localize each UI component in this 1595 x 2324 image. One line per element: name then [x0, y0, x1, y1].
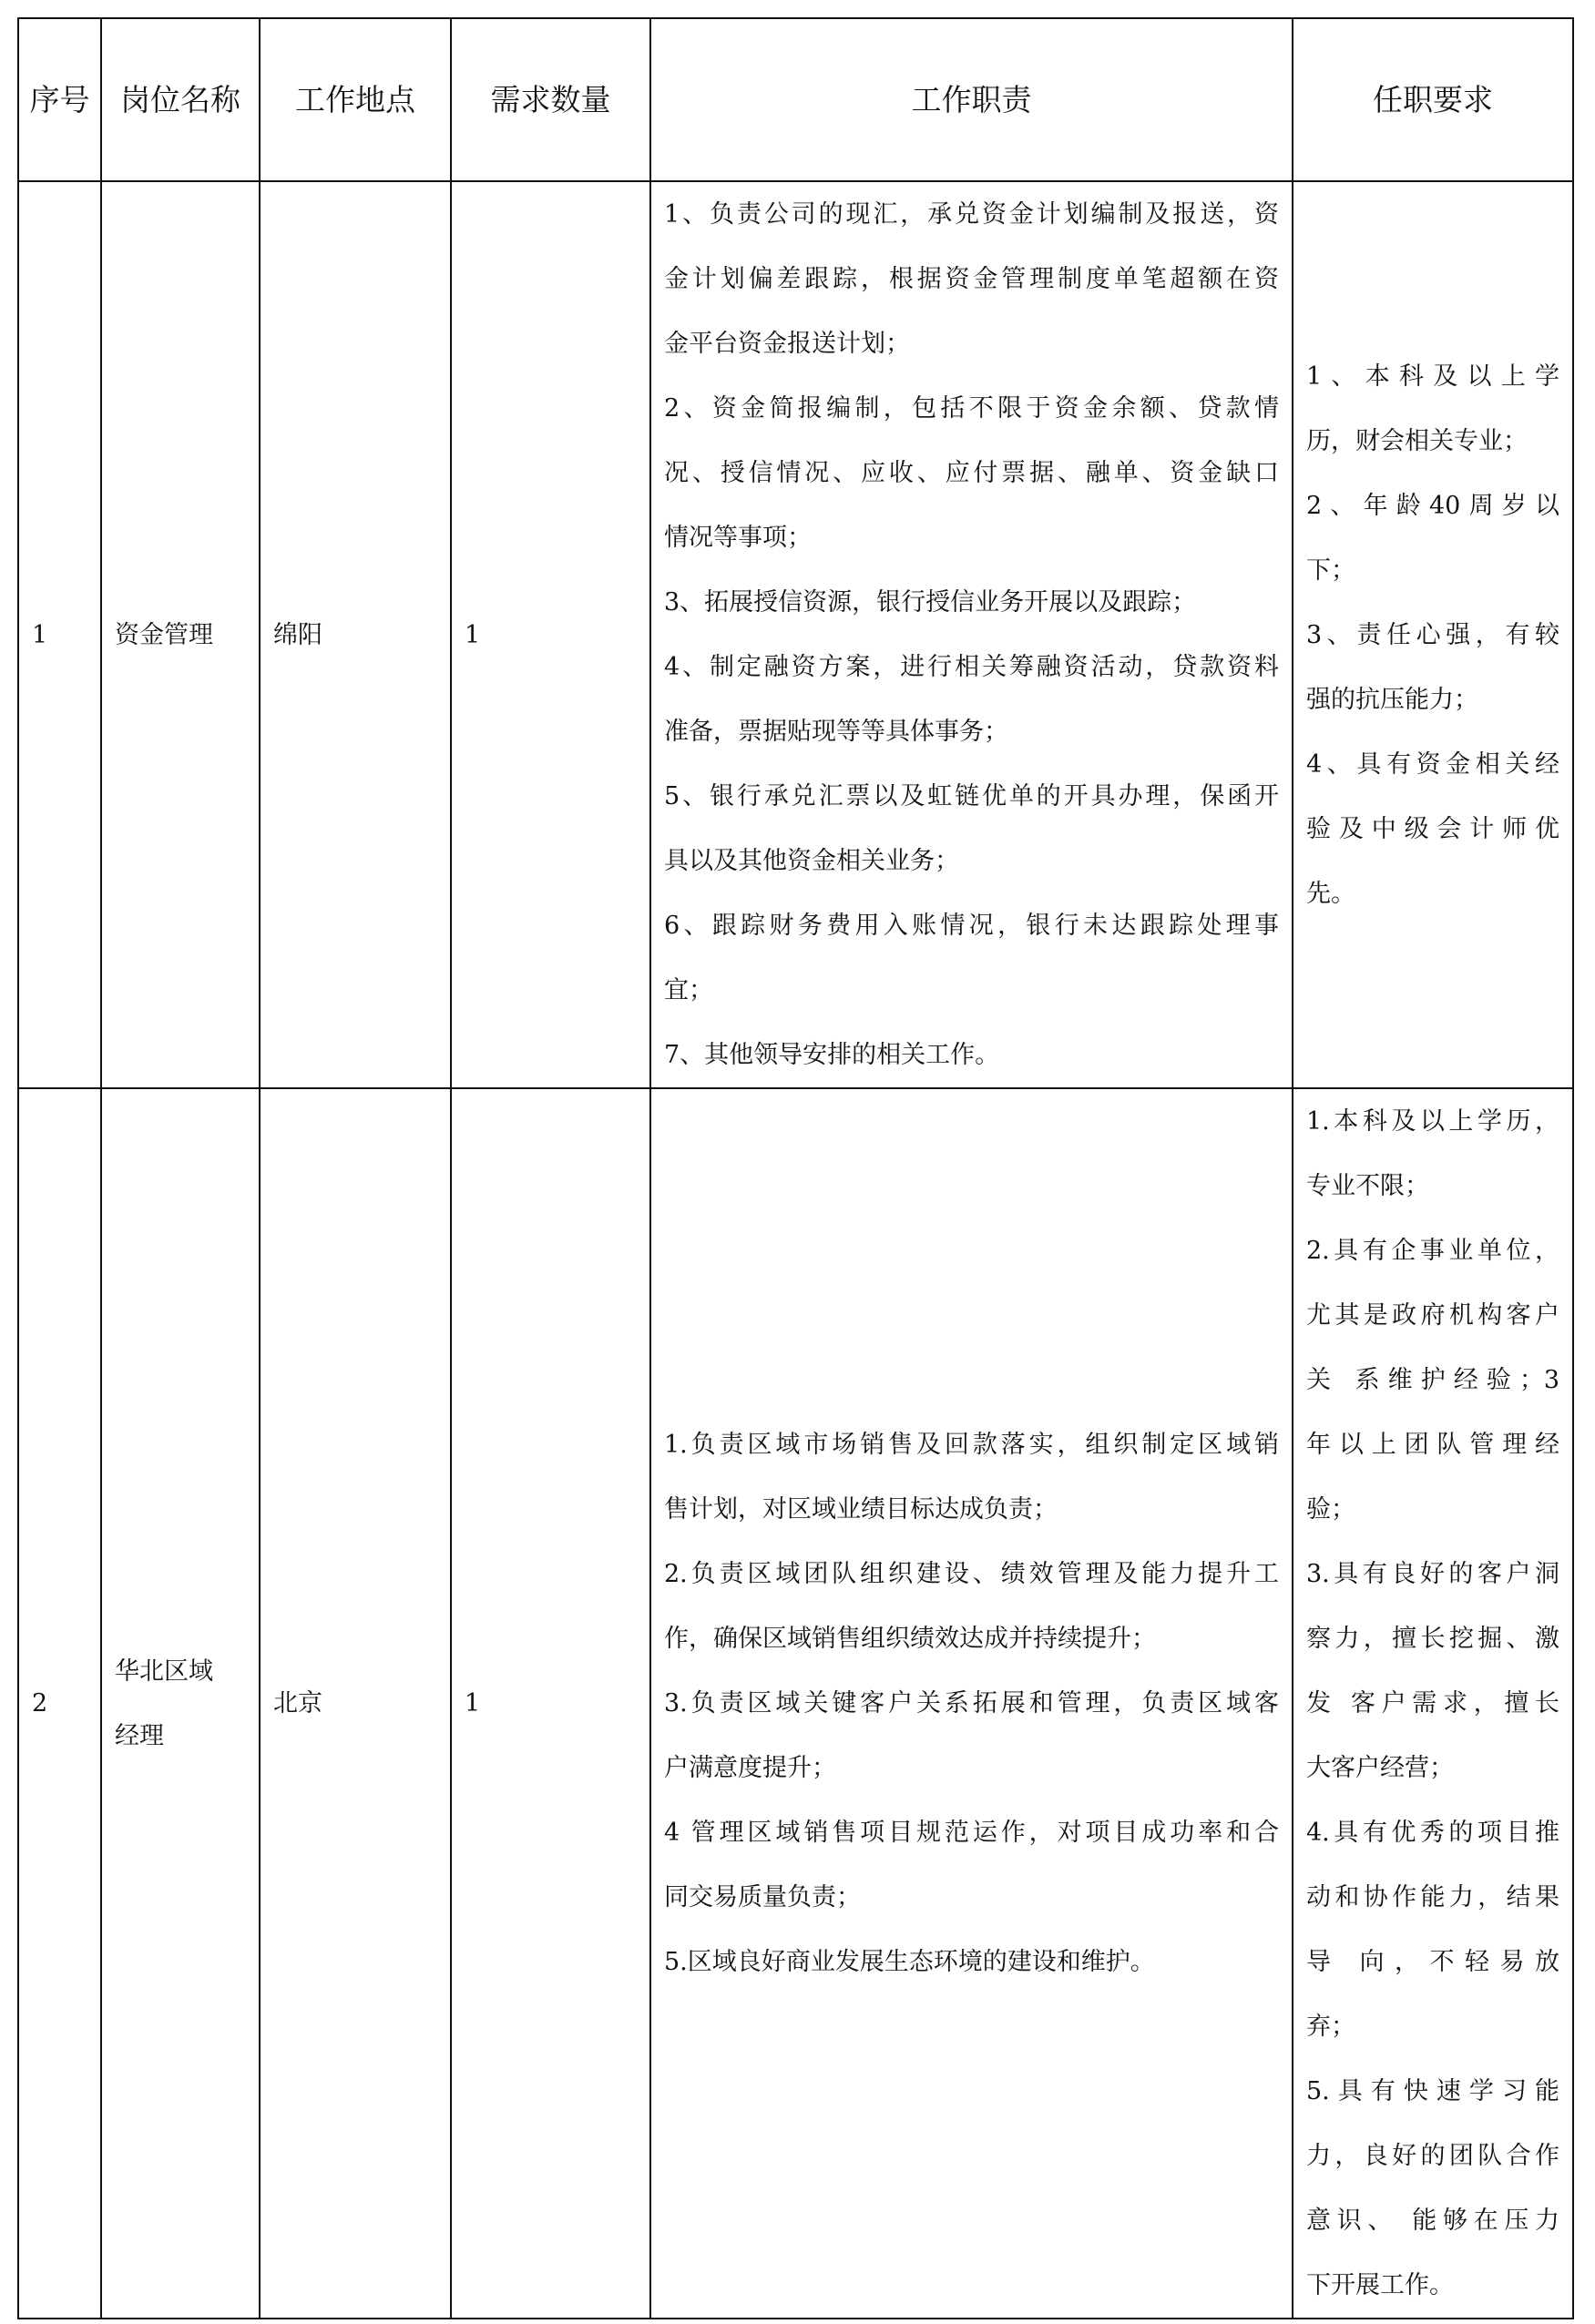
- cell-requirements: [1293, 181, 1573, 1088]
- text-line: 1、负责公司的现汇，承兑资金计划编制及报送，资: [664, 200, 1279, 229]
- text-line: 大客户经营；: [1306, 1754, 1454, 1782]
- text-line: 2、资金简报编制，包括不限于资金余额、贷款情: [664, 394, 1279, 423]
- text-line: 发 客户需求，擅长: [1306, 1689, 1559, 1718]
- cell-title: [101, 1088, 260, 2319]
- text-line: 同交易质量负责；: [664, 1883, 861, 1911]
- text-line: 7、其他领导安排的相关工作。: [664, 1041, 1000, 1069]
- header-count: 需求数量: [451, 18, 650, 181]
- header-duties: 工作职责: [650, 18, 1293, 181]
- text-line: 况、授信情况、应收、应付票据、融单、资金缺口: [664, 459, 1279, 487]
- text-line: 4.具有优秀的项目推: [1306, 1819, 1559, 1847]
- text-line: 具以及其他资金相关业务；: [664, 847, 959, 875]
- text-line: 强的抗压能力；: [1306, 685, 1478, 714]
- header-no: 序号: [18, 18, 101, 181]
- text-line: 3.具有良好的客户洞: [1306, 1560, 1559, 1588]
- text-line: 力，良好的团队合作: [1306, 2142, 1559, 2170]
- text-line: 作，确保区域销售组织绩效达成并持续提升；: [664, 1625, 1156, 1653]
- text-line: 金平台资金报送计划；: [664, 330, 910, 358]
- header-title: 岗位名称: [101, 18, 260, 181]
- text-line: 下开展工作。: [1306, 2271, 1454, 2299]
- text-line: 意识、 能够在压力: [1306, 2207, 1559, 2235]
- cell-title: [101, 181, 260, 1088]
- text-line: 2、年龄40周岁以: [1306, 491, 1559, 520]
- text-line: 验；: [1306, 1495, 1355, 1524]
- text-line: 2.负责区域团队组织建设、绩效管理及能力提升工: [664, 1560, 1279, 1588]
- text-line: 历，财会相关专业；: [1306, 426, 1528, 455]
- text-line: 5、银行承兑汇票以及虹链优单的开具办理，保函开: [664, 782, 1279, 810]
- text-line: 导 向，不轻易放: [1306, 1948, 1559, 1976]
- text-line: 1.负责区域市场销售及回款落实，组织制定区域销: [664, 1431, 1279, 1459]
- cell-no: 1: [18, 181, 101, 1088]
- text-line: 专业不限；: [1306, 1172, 1429, 1200]
- text-line: 下；: [1306, 556, 1355, 585]
- cell-location: 绵阳: [260, 181, 451, 1088]
- text-line: 尤其是政府机构客户: [1306, 1301, 1559, 1330]
- text-line: 4、制定融资方案，进行相关筹融资活动，贷款资料: [664, 653, 1279, 681]
- header-location: 工作地点: [260, 18, 451, 181]
- text-line: 准备，票据贴现等等具体事务；: [664, 718, 1008, 746]
- text-line: 察力，擅长挖掘、激: [1306, 1625, 1559, 1653]
- text-line: 验及中级会计师优: [1306, 814, 1559, 843]
- text-line: 动和协作能力，结果: [1306, 1883, 1559, 1911]
- text-line: 4 管理区域销售项目规范运作，对项目成功率和合: [664, 1819, 1279, 1847]
- cell-location: 北京: [260, 1088, 451, 2319]
- header-row: [18, 18, 1573, 181]
- text-line: 售计划，对区域业绩目标达成负责；: [664, 1495, 1058, 1524]
- text-line: 4、具有资金相关经: [1306, 749, 1559, 779]
- text-line: 5.区域良好商业发展生态环境的建设和维护。: [664, 1948, 1155, 1976]
- text-line: 3、责任心强，有较: [1306, 620, 1559, 649]
- text-line: 关 系维护经验；3: [1306, 1366, 1559, 1394]
- cell-duties: [650, 181, 1293, 1088]
- cell-count: 1: [451, 181, 650, 1088]
- text-line: 户满意度提升；: [664, 1754, 836, 1782]
- text-line: 先。: [1306, 879, 1355, 908]
- cell-count: 1: [451, 1088, 650, 2319]
- text-line: 3、拓展授信资源，银行授信业务开展以及跟踪；: [664, 588, 1197, 617]
- text-line: 3.负责区域关键客户关系拓展和管理，负责区域客: [664, 1689, 1279, 1718]
- text-line: 2.具有企事业单位，: [1306, 1237, 1559, 1265]
- text-line: 情况等事项；: [664, 524, 812, 552]
- cell-no: 2: [18, 1088, 101, 2319]
- table-row: [18, 181, 1573, 1088]
- table-row: [18, 1088, 1573, 2319]
- text-line: 6、跟踪财务费用入账情况，银行未达跟踪处理事: [664, 912, 1279, 940]
- title-line: 华北区域: [115, 1656, 213, 1686]
- cell-duties: [650, 1088, 1293, 2319]
- text-line: 金计划偏差跟踪，根据资金管理制度单笔超额在资: [664, 265, 1279, 293]
- job-table: [17, 17, 1574, 2319]
- text-line: 1、本科及以上学: [1306, 362, 1559, 391]
- cell-requirements: [1293, 1088, 1573, 2319]
- title-line: 经理: [115, 1721, 164, 1750]
- text-line: 弃；: [1306, 2013, 1355, 2041]
- text-line: 5.具有快速学习能: [1306, 2077, 1559, 2105]
- title-line: 资金管理: [115, 620, 213, 649]
- text-line: 1.本科及以上学历，: [1306, 1107, 1559, 1136]
- text-line: 宜；: [664, 976, 713, 1004]
- header-requirements: 任职要求: [1293, 18, 1573, 181]
- text-line: 年以上团队管理经: [1306, 1431, 1559, 1459]
